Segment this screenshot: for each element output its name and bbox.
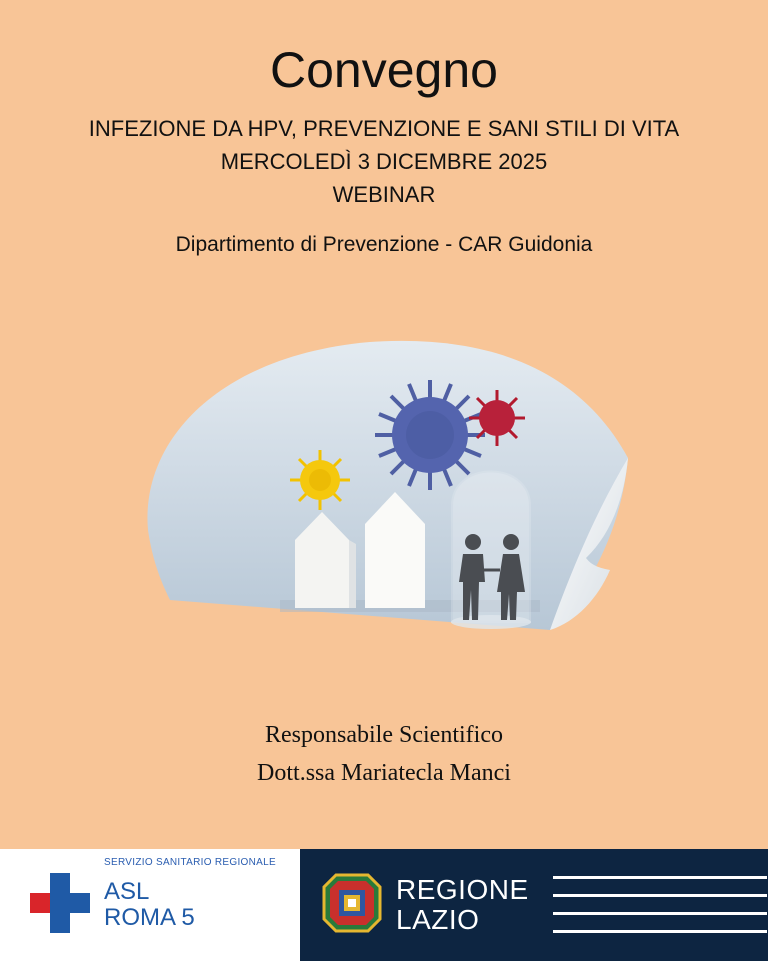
virus-icon (375, 380, 485, 490)
event-format: WEBINAR (332, 182, 436, 207)
poster-title: Convegno (270, 42, 498, 98)
hpv-illustration (130, 330, 640, 650)
virus-icon (290, 450, 350, 510)
regione-name (396, 875, 529, 935)
scientific-lead-name: Dott.ssa Mariatecla Manci (257, 760, 511, 786)
scientific-role: Responsabile Scientifico (265, 722, 503, 748)
medical-cross-icon (30, 873, 90, 933)
regione-name-line2: LAZIO (396, 904, 480, 935)
decorative-stripes (553, 876, 767, 934)
virus-icon (469, 390, 525, 446)
asl-name-line1: ASL (104, 878, 150, 905)
regione-lazio-logo (300, 849, 768, 961)
coat-of-arms-icon (322, 873, 382, 933)
asl-roma5-logo (0, 849, 300, 961)
asl-name (104, 879, 195, 931)
footer-logos (0, 849, 768, 961)
asl-service-label: SERVIZIO SANITARIO REGIONALE (104, 857, 276, 868)
event-subtitle: INFEZIONE DA HPV, PREVENZIONE E SANI STILI DI VITA (88, 116, 680, 141)
regione-name-line1: REGIONE (396, 874, 529, 905)
event-date: MERCOLEDÌ 3 DICEMBRE 2025 (220, 149, 548, 174)
organizer-department: Dipartimento di Prevenzione - CAR Guidonia (175, 233, 593, 256)
asl-name-line2: ROMA 5 (104, 904, 195, 931)
